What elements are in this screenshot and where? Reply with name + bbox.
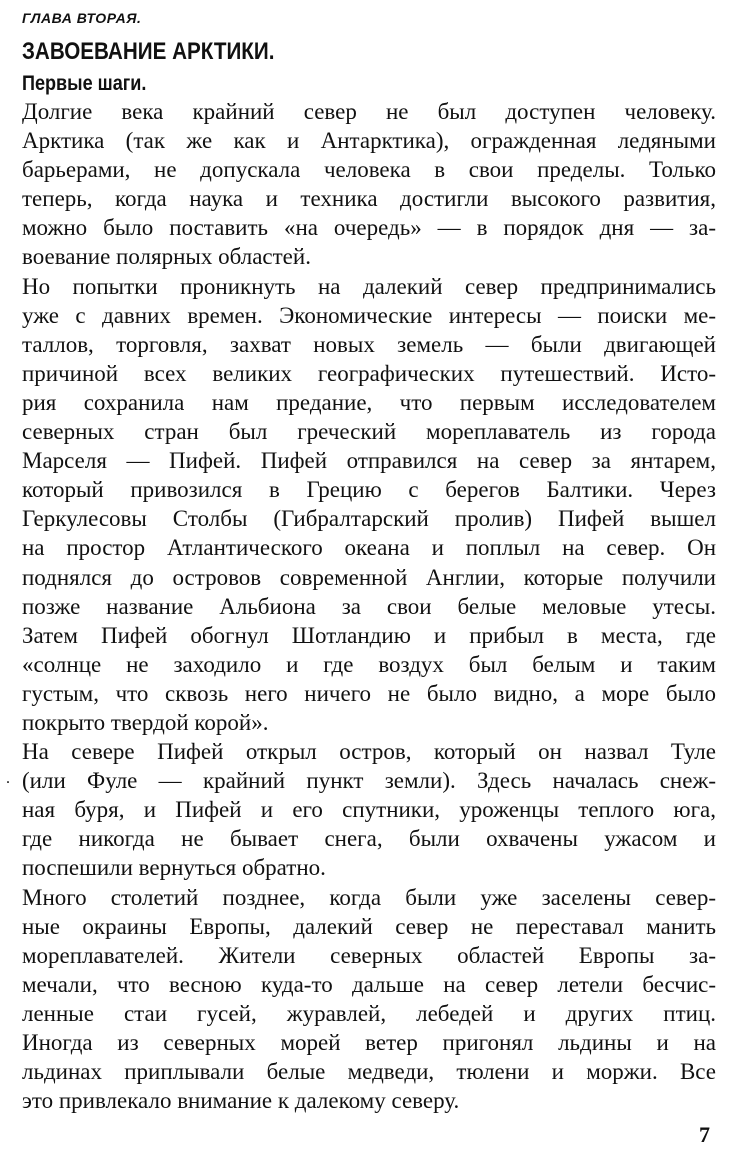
text-line: Геркулесовы Столбы (Гибралтарский пролив) Пифей вышел [22,506,716,532]
text-line: Затем Пифей обогнул Шотландию и прибыл в места, где [22,622,716,648]
text-line: (или Фуле — крайний пункт земли). Здесь началась снеж- [22,768,716,794]
text-line: На севере Пифей открыл остров, который он назвал Туле [22,739,716,765]
page-number: 7 [699,1122,710,1147]
text-line: можно было поставить «на очередь» — в порядок дня — за- [22,215,716,241]
text-line: Иногда из северных морей ветер пригонял льдины и на [22,1030,716,1055]
text-line: густым, что сквозь него ничего не было видно, а море было [22,680,716,706]
text-line: уже с давних времен. Экономические интересы — поиски ме- [22,302,716,328]
paragraph [22,272,716,738]
text-line: Марселя — Пифей. Пифей отправился на север за янтарем, [22,448,716,474]
text-line: покрыто твердой корой». [22,709,269,735]
text-line: поспешили вернуться обратно. [22,855,326,881]
text-line: который привозился в Грецию с берегов Балтики. Через [22,477,716,503]
text-line: северных стран был греческий мореплаватель из города [22,419,716,445]
chapter-label: ГЛАВА ВТОРАЯ. [22,10,142,26]
text-line: мечали, что весною куда-то дальше на север летели бесчис- [22,971,716,997]
text-line: ные окраины Европы, далекий север не переставал манить [22,913,716,939]
text-line: Арктика (так же как и Антарктика), огражденная ледяными [22,128,716,154]
text-line: ленные стаи гусей, журавлей, лебедей и других птиц. [22,1000,716,1026]
text-line: рия сохранила нам предание, что первым исследователем [22,389,716,415]
text-line: Долгие века крайний север не был доступен человеку. [22,99,716,124]
text-line: где никогда не бывает снега, были охвачены ужасом и [22,826,716,852]
text-line: Много столетий позднее, когда были уже заселены север- [22,884,716,910]
text-line: «солнце не заходило и где воздух был белым и таким [22,651,716,677]
text-line: воевание полярных областей. [22,244,311,270]
text-line: причиной всех великих географических путешествий. Исто- [22,360,716,386]
paragraph [22,737,716,882]
section-subtitle: Первые шаги. [22,72,147,95]
text-line: льдинах приплывали белые медведи, тюлени и моржи. Все [22,1059,716,1085]
paragraph [22,883,716,1116]
text-line: на простор Атлантического океана и поплыл на север. Он [22,535,716,561]
text-line: барьерами, не допускала человека в свои пределы. Только [22,157,716,183]
text-line: это привлекало внимание к далекому северу. [22,1088,460,1114]
page-title: ЗАВОЕВАНИЕ АРКТИКИ. [22,38,275,65]
body-text [22,97,716,1115]
text-line: Но попытки проникнуть на далекий север предпринимались [22,273,716,299]
margin-mark: . [6,770,10,787]
text-line: теперь, когда наука и техника достигли высокого развития, [22,186,716,212]
paragraph [22,97,716,272]
text-line: мореплавателей. Жители северных областей Европы за- [22,942,716,968]
text-line: ная буря, и Пифей и его спутники, уроженцы теплого юга, [22,797,716,823]
text-line: позже название Альбиона за свои белые меловые утесы. [22,593,716,619]
text-line: поднялся до островов современной Англии, которые получили [22,564,716,590]
text-line: таллов, торговля, захват новых земель — были двигающей [22,331,716,357]
